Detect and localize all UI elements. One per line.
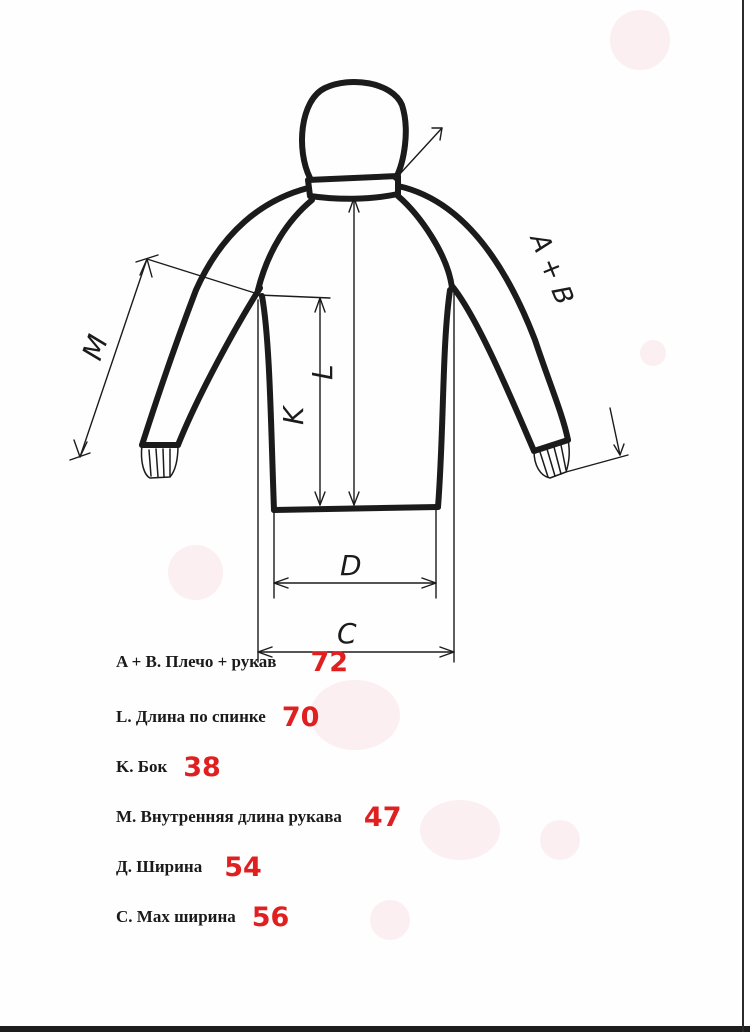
hem-line [274, 507, 438, 510]
legend-label: K. Бок [116, 757, 168, 776]
legend-value: 38 [183, 751, 221, 783]
label-M: M [75, 330, 115, 365]
legend-row-inner-sleeve [116, 797, 401, 837]
label-A-plus-B: A + B [523, 229, 580, 310]
legend-label: L. Длина по спинке [116, 707, 266, 726]
legend-label: M. Внутренняя длина рукава [116, 807, 342, 826]
right-cuff-top [534, 440, 568, 451]
legend-label: C. Мах ширина [116, 907, 236, 926]
head-outline [302, 82, 406, 178]
legend-row-back-length [116, 697, 319, 737]
legend-value: 70 [281, 701, 320, 733]
legend-label: A + B. Плечо + рукав [116, 652, 277, 671]
label-K: K [277, 406, 310, 425]
measure-K-top [258, 295, 330, 298]
collar-outline [308, 176, 398, 199]
scan-bottom-edge [0, 1026, 750, 1032]
left-raglan-seam [258, 200, 312, 290]
legend-row-width [116, 847, 262, 887]
legend-row-shoulder-sleeve [116, 642, 348, 682]
cuff-ribbing [141, 440, 569, 478]
diagram-labels [76, 228, 579, 650]
legend-value: 47 [363, 801, 402, 833]
label-L: L [306, 364, 339, 380]
legend-value: 72 [310, 646, 349, 678]
left-sleeve-outer [142, 188, 308, 445]
right-body-side [438, 290, 450, 507]
legend-label: Д. Ширина [116, 857, 203, 876]
garment-outline [142, 82, 568, 510]
legend-row-side [116, 747, 221, 787]
left-body-side [262, 296, 274, 510]
legend-value: 56 [251, 901, 290, 933]
label-C: C [337, 617, 357, 650]
legend-value: 54 [224, 851, 262, 883]
legend-row-max-width [116, 897, 289, 937]
label-D: D [340, 549, 362, 582]
